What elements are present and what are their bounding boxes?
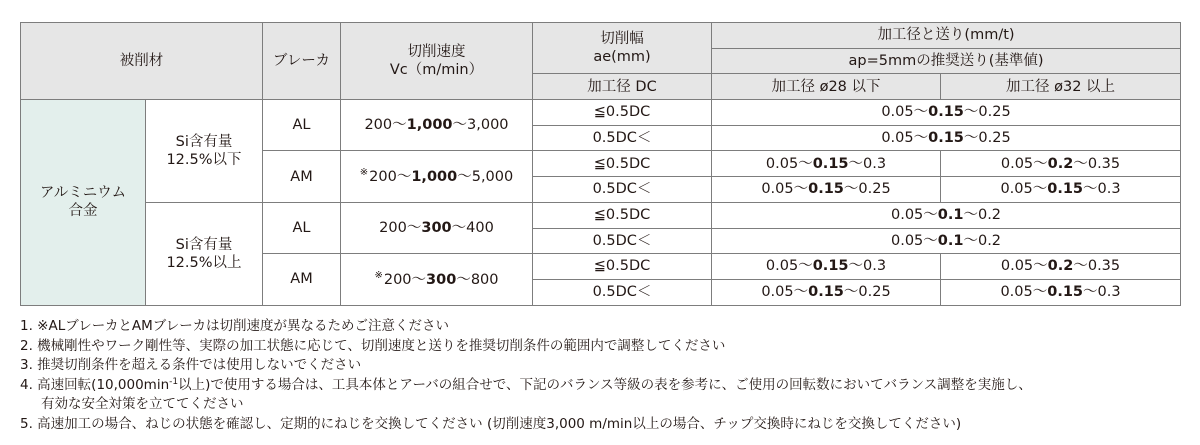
range-recommended: 0.15	[1047, 181, 1084, 198]
header-feed-title: 加工径と送り(mm/t)	[712, 23, 1181, 49]
range-recommended: 0.1	[937, 232, 964, 249]
cutting-width-cell: ≦0.5DC	[533, 254, 712, 280]
range-max: ～0.25	[963, 104, 1011, 121]
speed-max: ～400	[451, 219, 494, 236]
header-feed-subtitle: ap=5mmの推奨送り(基準値)	[712, 48, 1181, 74]
range-recommended: 0.15	[812, 258, 849, 275]
range-recommended: 0.15	[1047, 284, 1084, 301]
cutting-width-cell: 0.5DC＜	[533, 125, 712, 151]
feed-cell-small	[712, 151, 941, 177]
range-min: 0.05～	[1000, 155, 1048, 172]
header-width-dc: 加工径 DC	[533, 74, 712, 100]
feed-cell-large	[941, 151, 1181, 177]
range-max: ～0.25	[963, 130, 1011, 147]
speed-max: ～5,000	[457, 169, 514, 186]
cutting-width-cell: 0.5DC＜	[533, 228, 712, 254]
cutting-width-cell: ≦0.5DC	[533, 100, 712, 126]
range-min: 0.05～	[1000, 258, 1048, 275]
range-max: ～0.25	[843, 284, 891, 301]
range-max: ～0.3	[1083, 284, 1121, 301]
header-cutting-speed: 切削速度 Vc（m/min）	[341, 23, 533, 100]
cutting-width-cell: ≦0.5DC	[533, 202, 712, 228]
range-min: 0.05～	[1000, 181, 1048, 198]
cutting-width-cell: 0.5DC＜	[533, 177, 712, 203]
note-4-continued: 有効な安全対策を立ててください	[41, 396, 244, 413]
range-min: 0.05～	[761, 181, 809, 198]
notes-list	[20, 317, 1180, 435]
note-3: 3. 推奨切削条件を超える条件では使用しないでください	[20, 357, 362, 374]
breaker-cell: AM	[263, 254, 341, 305]
material-aluminum-alloy: アルミニウム 合金	[21, 100, 146, 306]
feed-cell-large	[941, 279, 1181, 305]
speed-recommended: 1,000	[406, 117, 453, 134]
range-max: ～0.35	[1073, 155, 1121, 172]
feed-cell-small	[712, 177, 941, 203]
note-4: 4. 高速回転($10,000\min^{-1}$以上)で使用する場合は、工具本体とアーバの組合せで、下記のバランス等級の表を参考に、ご使用の回転数においてバランス調整を実施し、	[20, 376, 1032, 393]
range-min: 0.05～	[765, 258, 813, 275]
cutting-speed-cell	[341, 100, 533, 151]
speed-min: 200～	[369, 169, 412, 186]
header-cutting-width: 切削幅 ae(mm)	[533, 23, 712, 74]
range-recommended: 0.2	[1047, 155, 1074, 172]
range-max: ～0.2	[963, 232, 1002, 249]
speed-max: ～3,000	[452, 117, 509, 134]
breaker-cell: AM	[263, 151, 341, 202]
range-recommended: 0.15	[928, 104, 964, 121]
si-content-cell: Si含有量 12.5%以下	[146, 100, 263, 203]
speed-max: ～800	[456, 271, 499, 288]
range-max: ～0.3	[848, 258, 887, 275]
note-mark: ※	[374, 269, 383, 281]
feed-cell-all	[712, 202, 1181, 228]
feed-cell-large	[941, 254, 1181, 280]
range-recommended: 0.15	[928, 130, 964, 147]
speed-min: 200～	[383, 271, 427, 288]
range-min: 0.05～	[881, 104, 929, 121]
range-max: ～0.25	[843, 181, 891, 198]
range-recommended: 0.15	[812, 155, 849, 172]
note-1: 1. ※ALブレーカとAMブレーカは切削速度が異なるためご注意ください	[20, 318, 450, 334]
header-breaker: ブレーカ	[263, 23, 341, 100]
feed-cell-large	[941, 177, 1181, 203]
cutting-speed-cell	[341, 202, 533, 253]
range-max: ～0.35	[1073, 258, 1121, 275]
range-min: 0.05～	[890, 207, 938, 224]
feed-cell-small	[712, 254, 941, 280]
table-header	[21, 23, 1181, 100]
feed-cell-all	[712, 228, 1181, 254]
breaker-cell: AL	[263, 202, 341, 253]
speed-recommended: 300	[426, 271, 457, 288]
header-material: 被削材	[21, 23, 263, 100]
speed-min: 200～	[379, 219, 422, 236]
range-recommended: 0.1	[937, 207, 964, 224]
feed-cell-small	[712, 279, 941, 305]
table-row	[21, 100, 1181, 126]
speed-recommended: 1,000	[411, 169, 458, 186]
cutting-conditions-table	[20, 22, 1181, 306]
header-dia-large: 加工径 ø32 以上	[941, 74, 1181, 100]
feed-cell-all	[712, 125, 1181, 151]
feed-cell-all	[712, 100, 1181, 126]
range-max: ～0.3	[848, 155, 887, 172]
speed-recommended: 300	[421, 219, 452, 236]
note-mark: ※	[359, 167, 369, 179]
breaker-cell: AL	[263, 100, 341, 151]
si-content-cell: Si含有量 12.5%以上	[146, 202, 263, 305]
range-min: 0.05～	[890, 232, 938, 249]
cutting-width-cell: ≦0.5DC	[533, 151, 712, 177]
cutting-speed-cell	[341, 151, 533, 202]
range-min: 0.05～	[761, 284, 809, 301]
note-5: 5. 高速加工の場合、ねじの状態を確認し、定期的にねじを交換してください (切削速度3,000 m/min以上の場合、チップ交換時にねじを交換してください)	[20, 415, 962, 432]
range-recommended: 0.15	[808, 181, 844, 198]
cutting-width-cell: 0.5DC＜	[533, 279, 712, 305]
range-recommended: 0.15	[808, 284, 844, 301]
range-min: 0.05～	[765, 155, 813, 172]
range-min: 0.05～	[881, 130, 929, 147]
range-max: ～0.3	[1083, 181, 1121, 198]
note-2: 2. 機械剛性やワーク剛性等、実際の加工状態に応じて、切削速度と送りを推奨切削条件の範囲内で調整してください	[20, 337, 726, 354]
range-min: 0.05～	[1000, 284, 1048, 301]
speed-min: 200～	[364, 117, 407, 134]
table-row	[21, 202, 1181, 228]
table-body	[21, 100, 1181, 306]
cutting-speed-cell	[341, 254, 533, 305]
range-max: ～0.2	[963, 207, 1002, 224]
range-recommended: 0.2	[1047, 258, 1074, 275]
header-dia-small: 加工径 ø28 以下	[712, 74, 941, 100]
